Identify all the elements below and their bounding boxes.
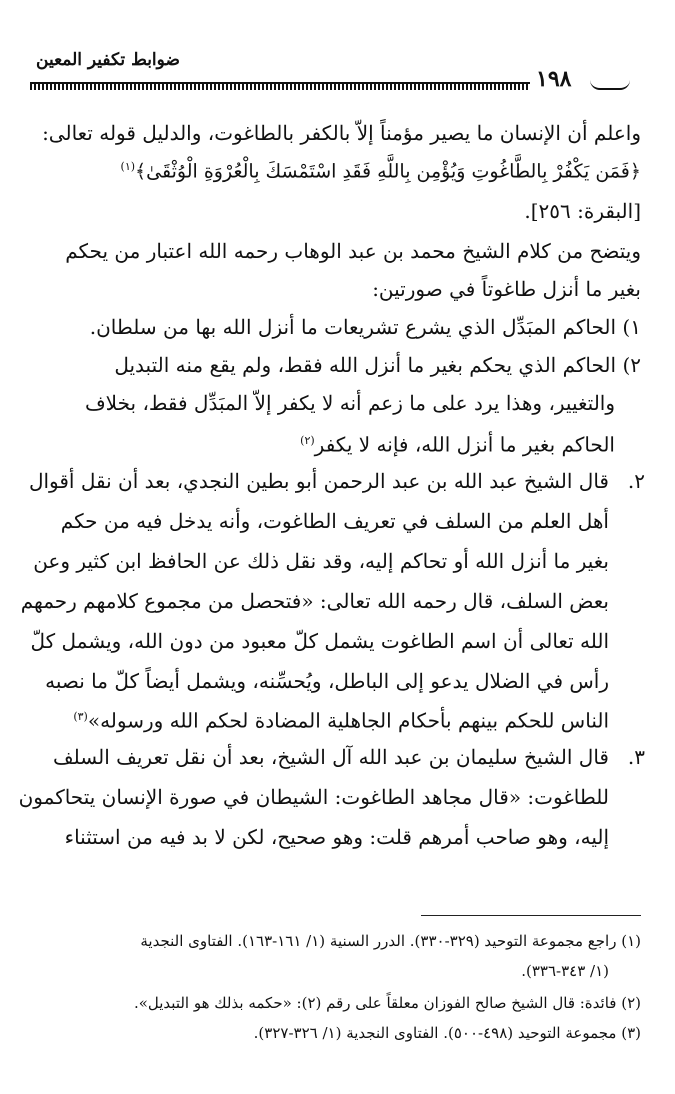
quran-verse-text: ﴿فَمَن يَكْفُرْ بِالطَّاغُوتِ وَيُؤْمِن بِاللَّهِ فَقَدِ اسْتَمْسَكَ بِالْعُرْوَةِ الْوُثْقَىٰ﴾ (135, 160, 641, 183)
body-line: للطاغوت: «قال مجاهد الطاغوت: الشيطان في صورة الإنسان يتحاكمون (18, 785, 609, 809)
footnote-continuation: (١/ ٣٤٣-٣٣٦). (521, 962, 609, 980)
header-ornamental-rule (30, 82, 530, 90)
body-line: [البقرة: ٢٥٦]. (524, 199, 641, 223)
body-line: واعلم أن الإنسان ما يصير مؤمناً إلاّ بالكفر بالطاغوت، والدليل قوله تعالى: (42, 121, 641, 145)
body-line-text: الحاكم بغير ما أنزل الله، فإنه لا يكفر (314, 432, 615, 457)
item-number: ٢. (627, 469, 645, 493)
list-item: ٢) الحاكم الذي يحكم بغير ما أنزل الله فقط، ولم يقع منه التبديل (114, 353, 641, 377)
body-line: الله تعالى أن اسم الطاغوت يشمل كلّ معبود من دون الله، ويشمل كلّ (30, 629, 609, 653)
running-header-title: ضوابط تكفير المعين (36, 50, 180, 70)
body-line-text: الناس للحكم بينهم بأحكام الجاهلية المضادة لحكم الله ورسوله» (87, 708, 609, 733)
body-line: بغير ما أنزل طاغوتاً في صورتين: (372, 277, 641, 301)
body-line: رأس في الضلال يدعو إلى الباطل، ويُحسِّنه، ويشمل أيضاً كلّ ما نصبه (45, 669, 609, 693)
body-line: قال الشيخ عبد الله بن عبد الرحمن أبو بطين النجدي، بعد أن نقل أقوال (28, 469, 609, 493)
footnote-ref: (١) (120, 160, 136, 173)
page-number: ١٩٨ (536, 66, 572, 92)
body-line: قال الشيخ سليمان بن عبد الله آل الشيخ، بعد أن نقل تعريف السلف (52, 745, 609, 769)
footnote: (١) راجع مجموعة التوحيد (٣٢٩-٣٣٠). الدرر السنية (١/ ١٦١-١٦٣). الفتاوى النجدية (140, 932, 641, 950)
footnote: (٣) مجموعة التوحيد (٤٩٨-٥٠٠). الفتاوى النجدية (١/ ٣٢٦-٣٢٧). (253, 1024, 641, 1042)
quran-verse-line (121, 152, 641, 186)
body-line: ويتضح من كلام الشيخ محمد بن عبد الوهاب رحمه الله اعتبار من يحكم (65, 239, 641, 263)
footnote-separator (421, 915, 641, 916)
body-line: إليه، وهو صاحب أمرهم قلت: وهو صحيح، لكن لا بد فيه من استثناء (64, 825, 609, 849)
footnote-ref: (٢) (300, 434, 315, 447)
page-number-ornament (590, 80, 630, 90)
item-number: ٣. (627, 745, 645, 769)
body-line: بعض السلف، قال رحمه الله تعالى: «فتحصل من مجموع كلامهم رحمهم (20, 589, 609, 613)
footnote: (٢) فائدة: قال الشيخ صالح الفوزان معلقاً على رقم (٢): «حكمه بذلك هو التبديل». (133, 994, 641, 1012)
body-line: والتغيير، وهذا يرد على ما زعم أنه لا يكفر إلاّ المبَدِّل فقط، بخلاف (84, 391, 615, 415)
body-line-with-ref (300, 426, 615, 460)
body-line-with-ref (73, 702, 609, 736)
body-line: بغير ما أنزل الله أو تحاكم إليه، وقد نقل ذلك عن الحافظ ابن كثير وعن (33, 549, 609, 573)
list-item: ١) الحاكم المبَدِّل الذي يشرع تشريعات ما أنزل الله بها من سلطان. (89, 315, 641, 339)
body-line: أهل العلم من السلف في تعريف الطاغوت، وأنه يدخل فيه من حكم (60, 509, 609, 533)
footnote-ref: (٣) (73, 710, 88, 723)
